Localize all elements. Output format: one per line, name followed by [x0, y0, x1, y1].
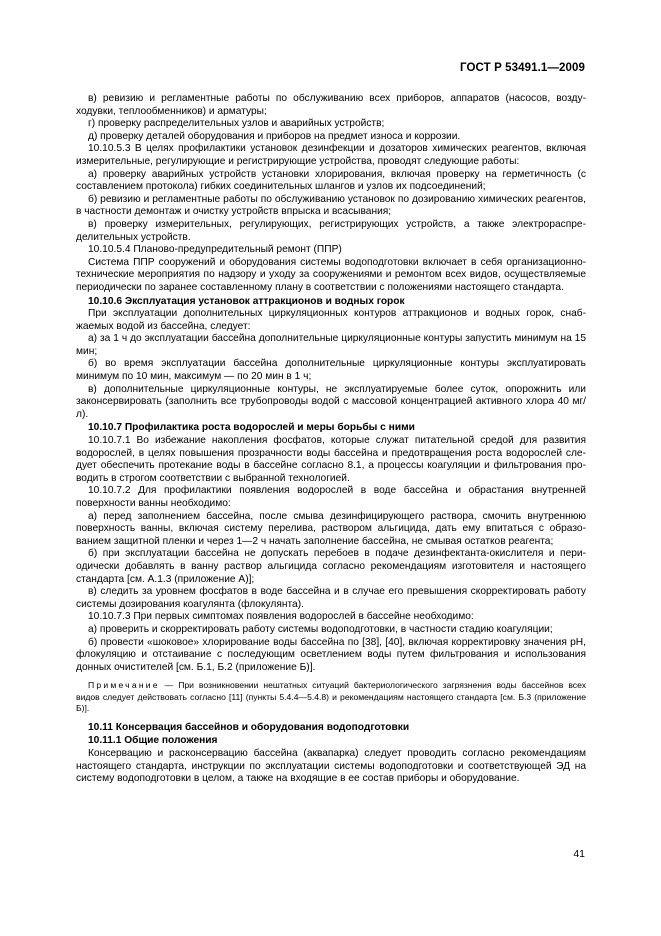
paragraph: б) ревизию и регламентные работы по обслуживанию установок по дозированию химических реагентов, в частности демонтаж и очистку устройств впрыска и всасывания; [76, 193, 586, 218]
note-label: Примечание [88, 680, 160, 691]
paragraph: 10.10.5.3 В целях профилактики установок дезинфекции и дозаторов химических реагентов, включая измерительные, регулирующие и регистрирующие устройства, проводят следующие работы: [76, 143, 586, 167]
paragraph: Консервацию и расконсервацию бассейна (аквапарка) следует проводить согласно рекомендациям настоящего стандарта, инструкции по эксплуатации системы водоподготовки и соответствующей ЭД на систему водоподготовки в целом, а также на входящие в ее состав приборы и оборудование. [76, 748, 586, 785]
paragraph: в) проверку измерительных, регулирующих, регистрирующих устройств, а также электрораспределительных устройств. [76, 218, 586, 243]
paragraph: 10.10.5.4 Планово-предупредительный ремонт (ППР) [88, 244, 342, 256]
paragraph: а) проверить и скорректировать работу системы водоподготовки, в частности стадию коагуляции; [88, 623, 553, 635]
paragraph: г) проверку распределительных узлов и аварийных устройств; [88, 118, 385, 130]
section-heading: 10.10.7 Профилактика роста водорослей и меры борьбы с ними [88, 422, 415, 434]
paragraph: а) за 1 ч до эксплуатации бассейна дополнительные циркуляционные контуры запустить минимум на 15 мин; [76, 333, 586, 357]
document-body [76, 93, 586, 786]
paragraph: Система ППР сооружений и оборудования системы водоподготовки включает в себя организационно-технические мероприятия по надзору и уходу за сооружениями и ремонтом всех видов, осуществляемые периодически по заранее составленному плану в соответствии с положениями настоящего стандарта. [76, 256, 586, 293]
paragraph: 10.10.7.2 Для профилактики появления водорослей в воде бассейна и обрастания внутренней поверхности ванны необходимо: [76, 485, 586, 509]
section-heading: 10.11 Консервация бассейнов и оборудования водоподготовки [88, 721, 410, 733]
paragraph: При эксплуатации дополнительных циркуляционных контуров аттракционов и водных горок, снабжаемых водой из бассейна, следует: [76, 308, 586, 332]
note [76, 680, 586, 715]
paragraph: в) ревизию и регламентные работы по обслуживанию всех приборов, аппаратов (насосов, воздуходувки, теплообменников) и арматуры; [76, 93, 586, 117]
paragraph: б) во время эксплуатации бассейна дополнительные циркуляционные контуры эксплуатировать минимум по 10 мин, максимум — по 20 мин в 1 ч; [76, 358, 586, 383]
paragraph: в) дополнительные циркуляционные контуры, не эксплуатируемые более суток, опорожнить или законсервировать (заполнить все трубопроводы водой с массовой концентрацией активного хлора 40 мг/л). [76, 383, 586, 420]
subsection-heading: 10.11.1 Общие положения [88, 735, 218, 747]
paragraph: а) перед заполнением бассейна, после смыва дезинфицирующего раствора, смочить внутреннюю поверхность ванны, включая систему перелива, раствором альгицида, дать ему впитаться с образованием защитной пленки и через 1—2 ч начать заполнение бассейна, не смывая остатков реагента; [76, 510, 586, 547]
section-heading: 10.10.6 Эксплуатация установок аттракционов и водных горок [88, 295, 405, 307]
paragraph: 10.10.7.3 При первых симптомах появления водорослей в бассейне необходимо: [88, 611, 474, 623]
note-text: — При возникновении нештатных ситуаций бактериологического загрязнения воды бассейнов всех видов следует действовать согласно [11] (пункты 5.4.4—5.4.8) и рекомендациям настоящего стандарта [см. Б.3 (приложение Б)]. [76, 680, 586, 714]
page-number: 41 [573, 848, 585, 860]
paragraph: б) при эксплуатации бассейна не допускать перебоев в подаче дезинфектанта-окислителя и периодически добавлять в ванну раствор альгицида согласно рекомендациям изготовителя и настоящего стандарта [см. А.1.3 (приложение А)]; [76, 548, 586, 585]
paragraph: б) провести «шоковое» хлорирование воды бассейна по [38], [40], включая корректировку значения рН, флокуляцию и отстаивание с последующим осветлением воды путем фильтрования и использования донных очистителей [см. Б.1, Б.2 (приложение Б)]. [76, 636, 586, 673]
paragraph: 10.10.7.1 Во избежание накопления фосфатов, которые служат питательной средой для развития водорослей, в целях повышения прозрачности воды бассейна и предотвращения роста водорослей следует обеспечить протекание воды в бассейне согласно 8.1, а процессы коагуляции и фильтрования проводить в строгом соответствии с выбранной технологией. [76, 435, 586, 484]
paragraph: в) следить за уровнем фосфатов в воде бассейна и в случае его превышения скорректировать работу системы дозирования коагулянта (флокулянта). [76, 586, 586, 610]
paragraph: а) проверку аварийных устройств установки хлорирования, включая проверку на герметичность (с составлением протокола) гибких соединительных шлангов и узлов их подсоединений; [76, 168, 586, 193]
document-header: ГОСТ Р 53491.1—2009 [460, 62, 585, 74]
paragraph: д) проверку деталей оборудования и приборов на предмет износа и коррозии. [88, 130, 461, 142]
